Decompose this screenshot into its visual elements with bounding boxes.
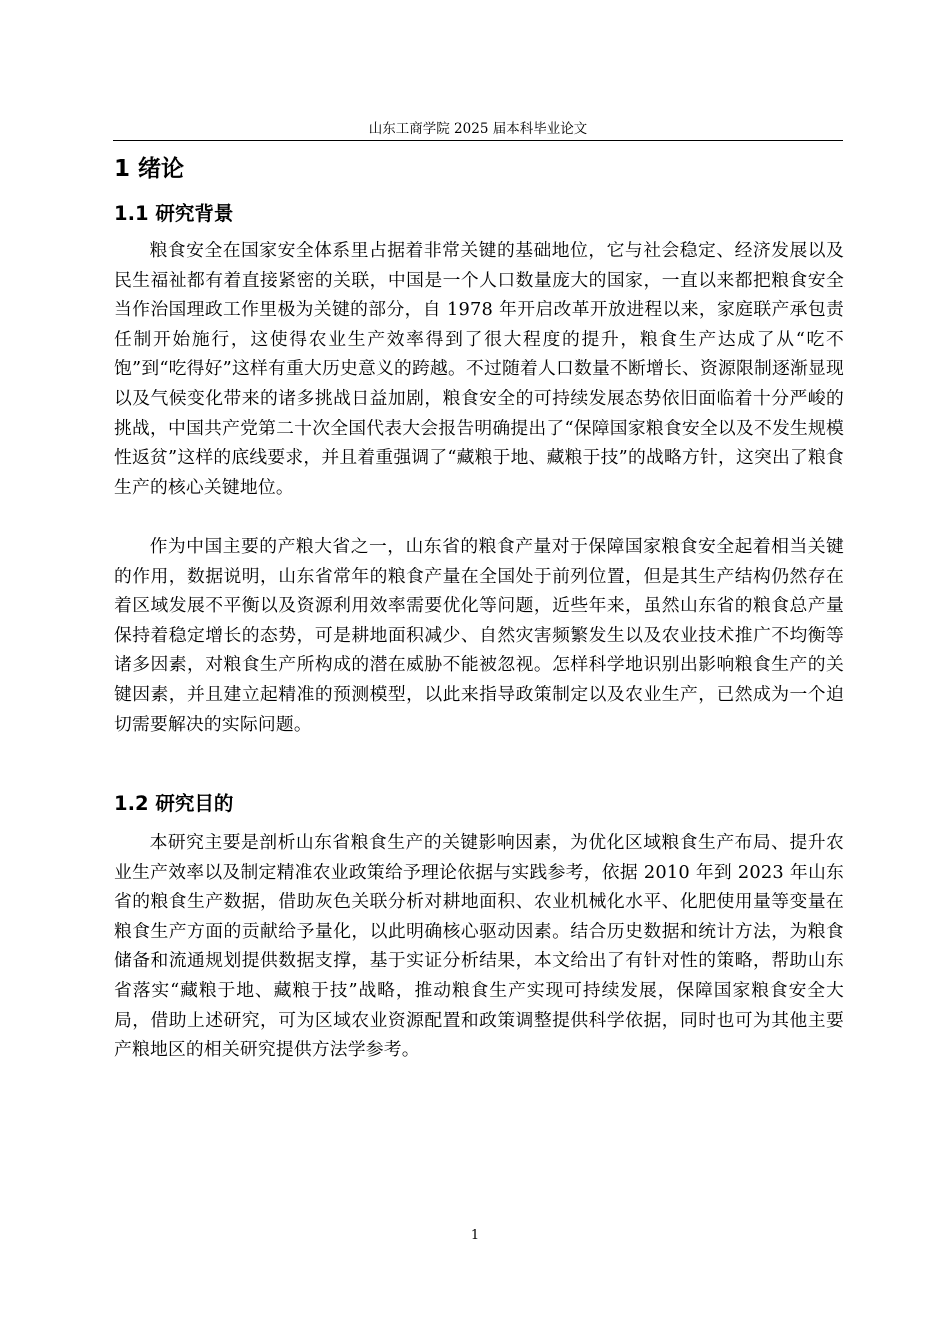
paragraph-purpose-1: 本研究主要是剖析山东省粮食生产的关键影响因素，为优化区域粮食生产布局、提升农业生产效率以及制定精准农业政策给予理论依据与实践参考，依据 2010 年到 2023 年山东省的粮食生产数据，借助灰色关联分析对耕地面积、农业机械化水平、化肥使用量等变量在粮食生产方面的贡献给予量化，以此明确核心驱动因素。结合历史数据和统计方法，为粮食储备和流通规划提供数据支撑，基于实证分析结果，本文给出了有针对性的策略，帮助山东省落实“藏粮于地、藏粮于技”战略，推动粮食生产实现可持续发展，保障国家粮食安全大局，借助上述研究，可为区域农业资源配置和政策调整提供科学依据，同时也可为其他主要产粮地区的相关研究提供方法学参考。: [114, 832, 844, 1061]
paragraph-background-1: 粮食安全在国家安全体系里占据着非常关键的基础地位，它与社会稳定、经济发展以及民生福祉都有着直接紧密的关联，中国是一个人口数量庞大的国家，一直以来都把粮食安全当作治国理政工作里极为关键的部分，自 1978 年开启改革开放进程以来，家庭联产承包责任制开始施行，这使得农业生产效率得到了很大程度的提升，粮食生产达成了从“吃不饱”到“吃得好”这样有重大历史意义的跨越。不过随着人口数量不断增长、资源限制逐渐显现以及气候变化带来的诸多挑战日益加剧，粮食安全的可持续发展态势依旧面临着十分严峻的挑战，中国共产党第二十次全国代表大会报告明确提出了“保障国家粮食安全以及不发生规模性返贫”这样的底线要求，并且着重强调了“藏粮于地、藏粮于技”的战略方针，这突出了粮食生产的核心关键地位。: [114, 240, 844, 498]
running-header: 山东工商学院 2025 届本科毕业论文: [368, 121, 588, 137]
section-title-purpose: 1.2 研究目的: [114, 792, 234, 815]
paragraph-background-2: 作为中国主要的产粮大省之一，山东省的粮食产量对于保障国家粮食安全起着相当关键的作用，数据说明，山东省常年的粮食产量在全国处于前列位置，但是其生产结构仍然存在着区域发展不平衡以及资源利用效率需要优化等问题，近些年来，虽然山东省的粮食总产量保持着稳定增长的态势，可是耕地面积减少、自然灾害频繁发生以及农业技术推广不均衡等诸多因素，对粮食生产所构成的潜在威胁不能被忽视。怎样科学地识别出影响粮食生产的关键因素，并且建立起精准的预测模型，以此来指导政策制定以及农业生产，已然成为一个迫切需要解决的实际问题。: [114, 536, 844, 735]
section-title-background: 1.1 研究背景: [114, 202, 234, 225]
chapter-title: 1 绪论: [114, 156, 185, 182]
page-number: 1: [470, 1228, 480, 1243]
header-rule: [113, 140, 843, 141]
